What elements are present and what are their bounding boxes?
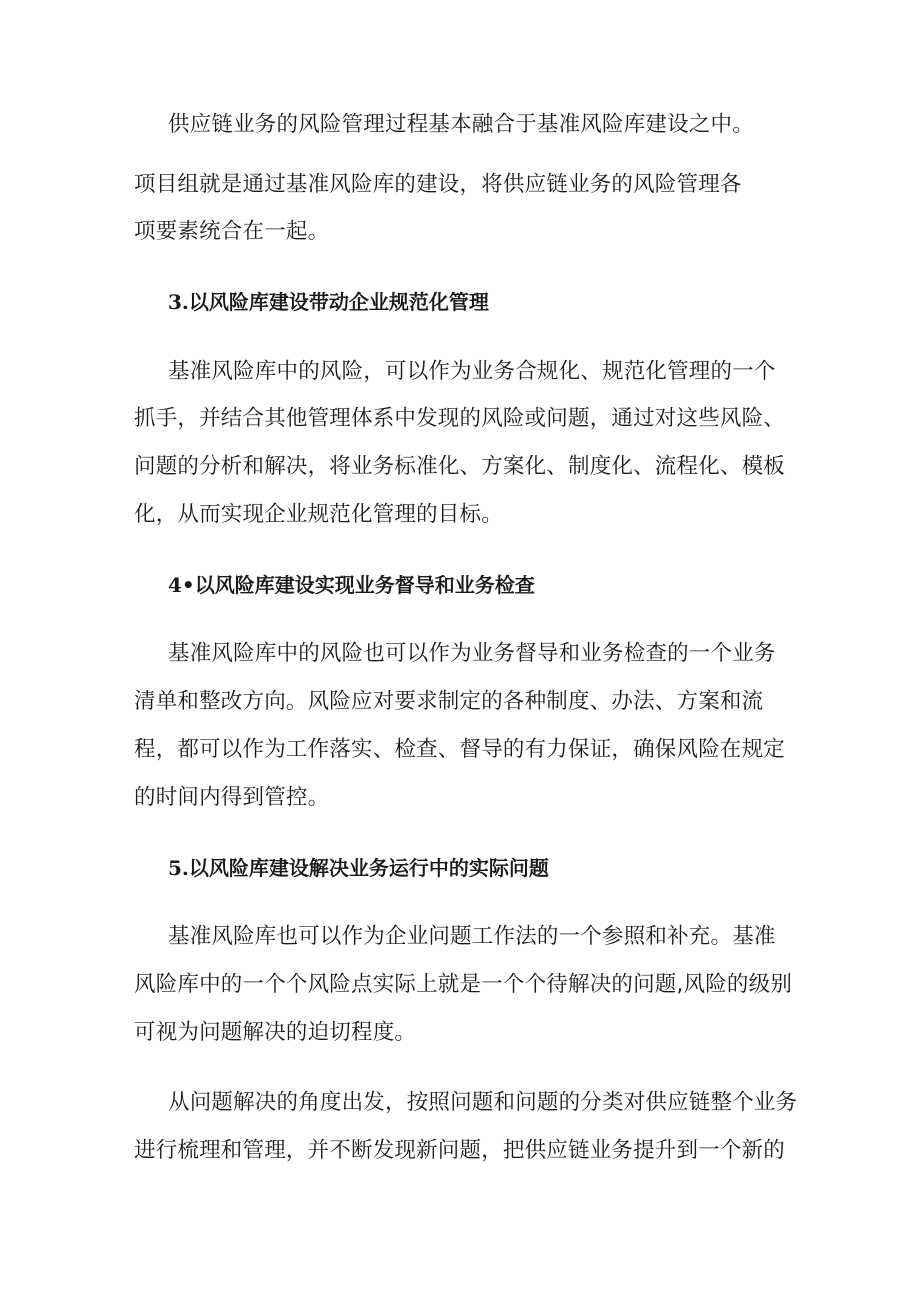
paragraph-5-line-2: 进行梳理和管理，并不断发现新问题，把供应链业务提升到一个新的 [134, 1138, 786, 1163]
paragraph-2-line-3: 问题的分析和解决，将业务标准化、方案化、制度化、流程化、模板 [134, 454, 786, 479]
paragraph-1-line-1: 供应链业务的风险管理过程基本融合于基准风险库建设之中。 [168, 112, 754, 137]
paragraph-3-line-3: 程，都可以作为工作落实、检查、督导的有力保证，确保风险在规定 [134, 737, 786, 762]
paragraph-5-line-1: 从问题解决的角度出发，按照问题和问题的分类对供应链整个业务 [168, 1090, 798, 1115]
paragraph-1-line-2: 项目组就是通过基准风险库的建设，将供应链业务的风险管理各 [134, 172, 742, 197]
paragraph-3-line-4: 的时间内得到管控。 [134, 785, 330, 810]
paragraph-4-line-2: 风险库中的一个个风险点实际上就是一个个待解决的问题,风险的级别 [134, 972, 793, 997]
paragraph-3-line-2: 清单和整改方向。风险应对要求制定的各种制度、办法、方案和流 [134, 689, 764, 714]
paragraph-2-line-4: 化，从而实现企业规范化管理的目标。 [134, 502, 503, 527]
paragraph-4-line-1: 基准风险库也可以作为企业问题工作法的一个参照和补充。基准 [168, 924, 776, 949]
paragraph-2-line-2: 抓手，并结合其他管理体系中发现的风险或问题，通过对这些风险、 [134, 406, 786, 431]
paragraph-1-line-3: 项要素统合在一起。 [134, 219, 330, 244]
section-heading-5: 5.以风险库建设解决业务运行中的实际问题 [168, 856, 549, 880]
section-heading-4: 4•以风险库建设实现业务督导和业务检查 [168, 573, 535, 597]
paragraph-2-line-1: 基准风险库中的风险，可以作为业务合规化、规范化管理的一个 [168, 359, 776, 384]
paragraph-4-line-3: 可视为问题解决的迫切程度。 [134, 1020, 417, 1045]
paragraph-3-line-1: 基准风险库中的风险也可以作为业务督导和业务检查的一个业务 [168, 641, 776, 666]
section-heading-3: 3.以风险库建设带动企业规范化管理 [168, 290, 489, 314]
